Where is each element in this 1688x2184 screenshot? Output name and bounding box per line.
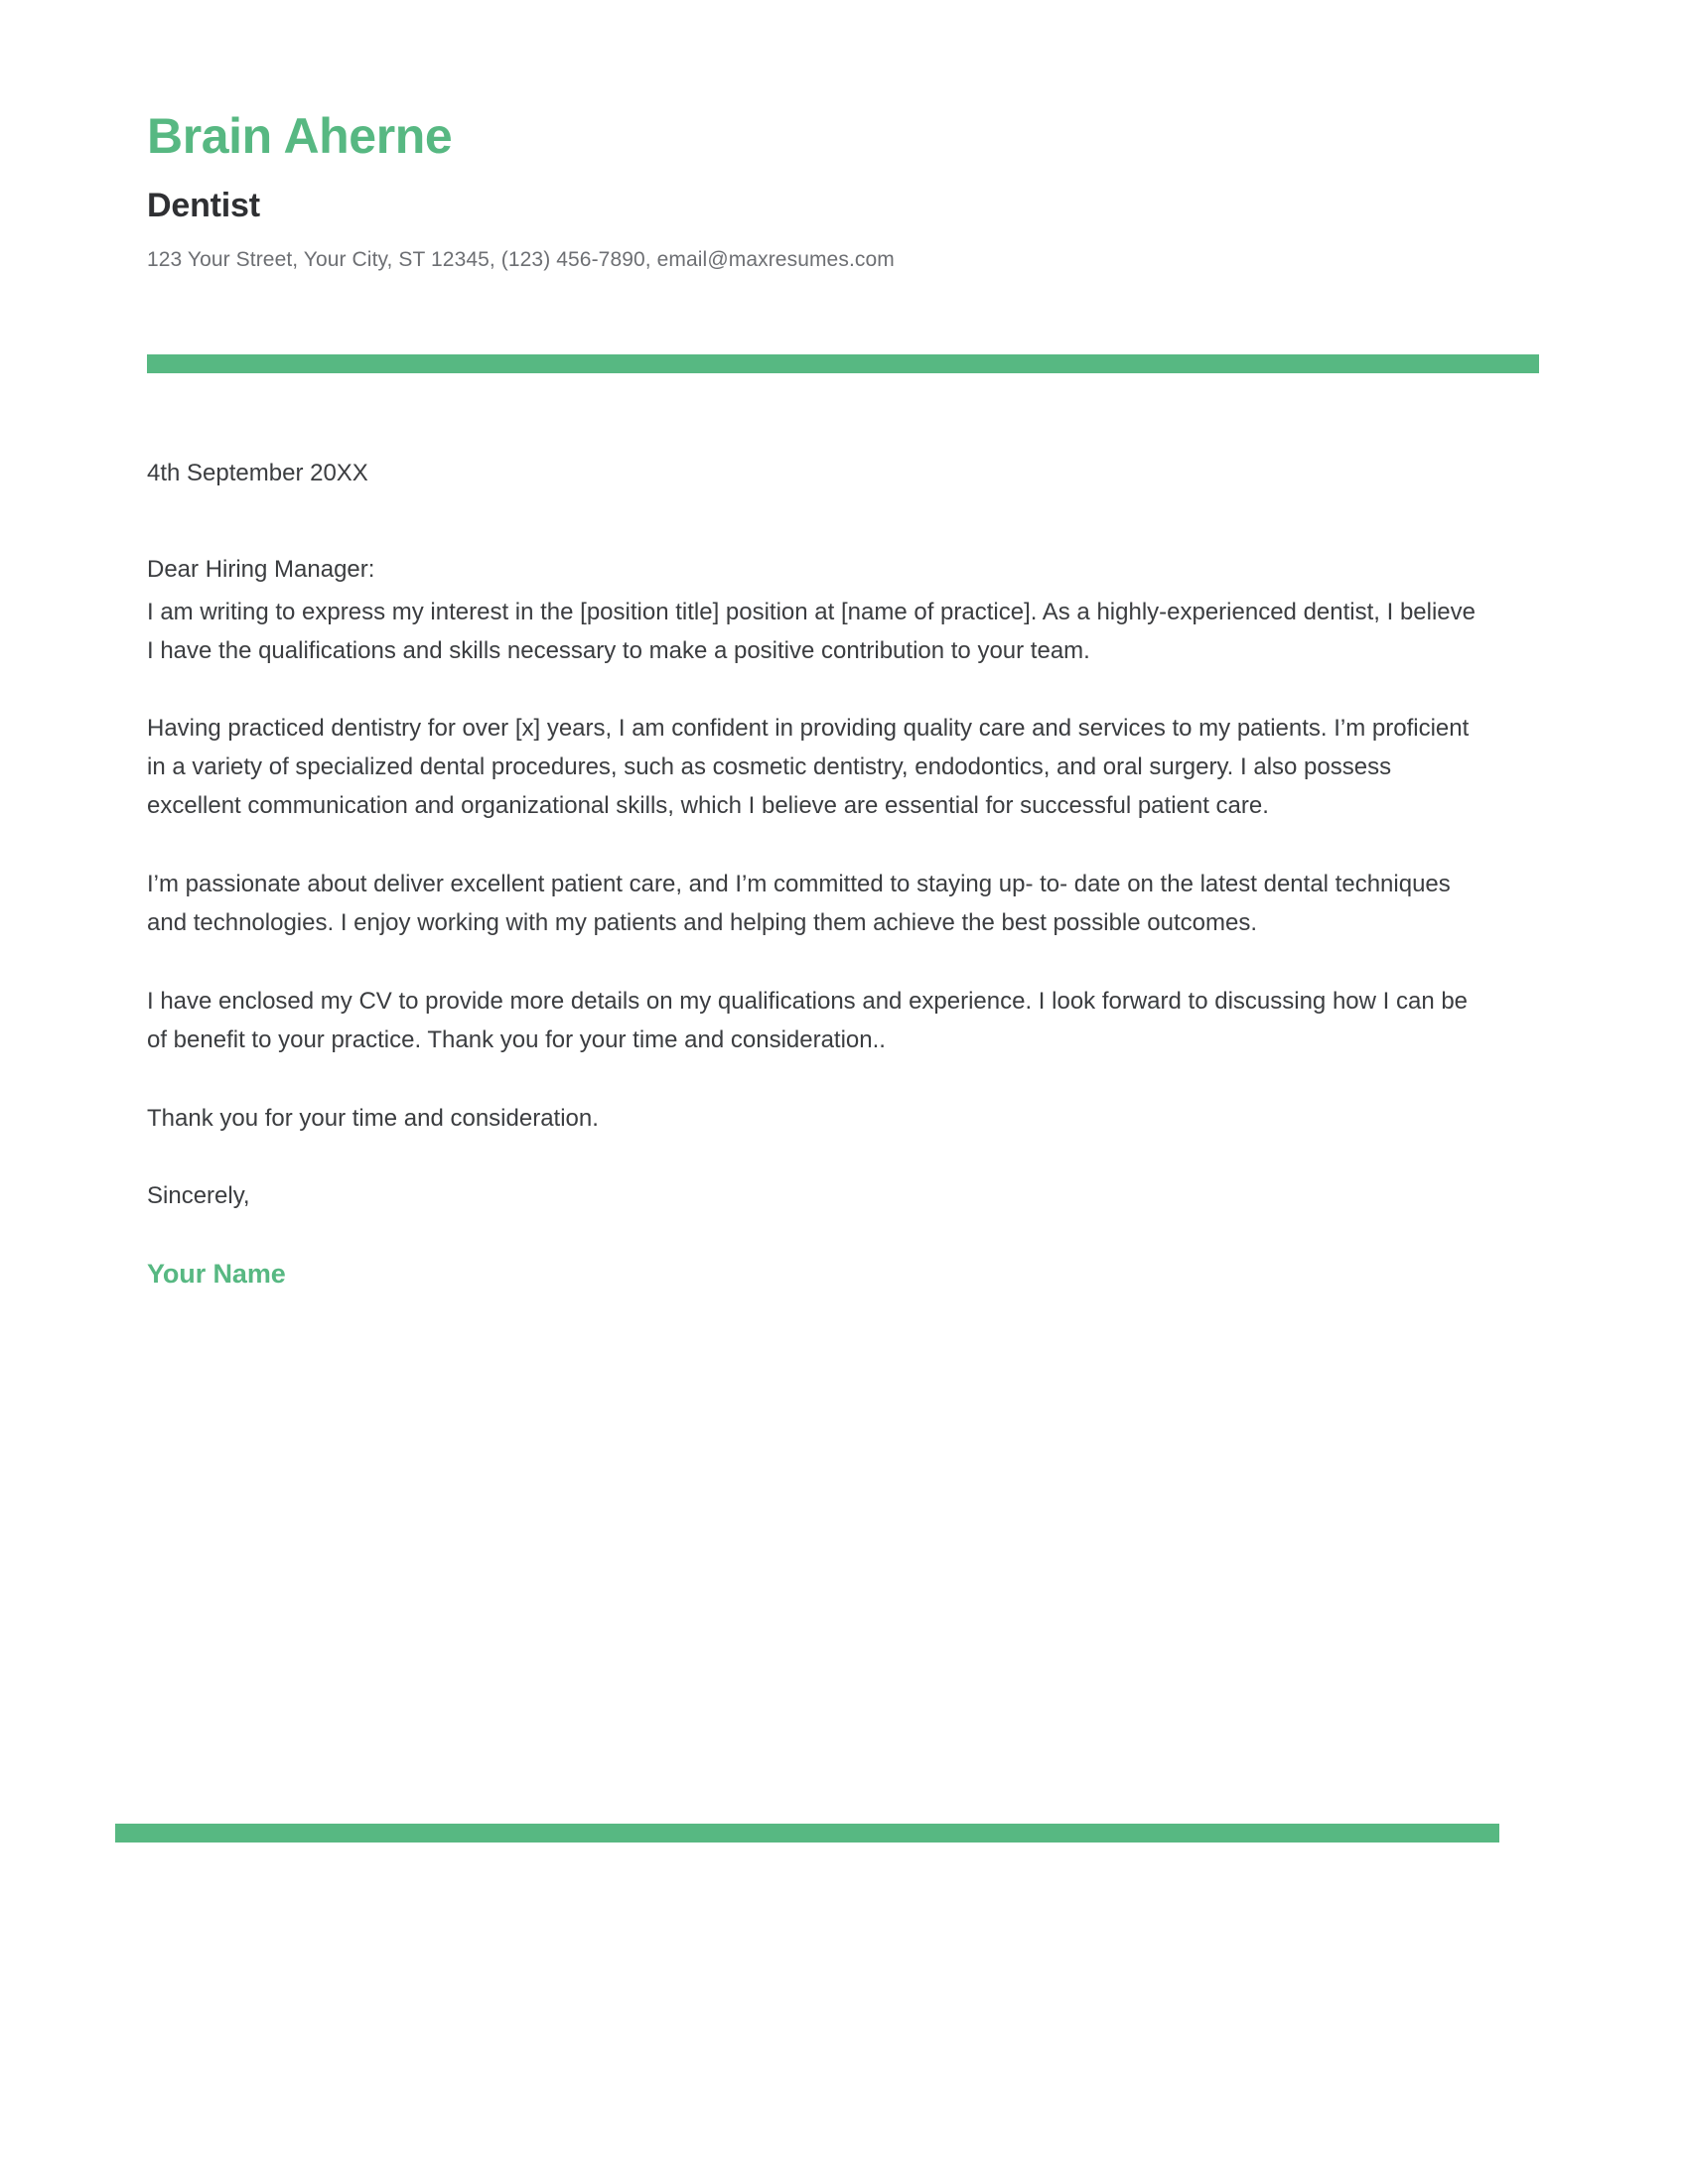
- header-divider-bar: [147, 354, 1539, 373]
- letter-salutation: Dear Hiring Manager:: [147, 555, 375, 583]
- applicant-name: Brain Aherne: [147, 108, 453, 164]
- job-title: Dentist: [147, 187, 260, 224]
- letter-body: [147, 457, 1537, 1294]
- letter-sign-off: Sincerely,: [147, 1182, 250, 1210]
- letter-paragraph-3: I’m passionate about deliver excellent patient care, and I’m committed to staying up- to- date on the latest dental techniques and technologies. I enjoy working with my patients and helping them achieve the best possible outcomes.: [147, 871, 1451, 936]
- letter-date: 4th September 20XX: [147, 460, 368, 486]
- footer-divider-bar: [115, 1824, 1499, 1843]
- letter-signature-name: Your Name: [147, 1259, 286, 1290]
- letter-header: [147, 107, 1557, 274]
- letter-paragraph-1: I am writing to express my interest in the [position title] position at [name of practice]. As a highly-experienced dentist, I believe I have the qualifications and skills necessary to make a positive contribution to your team.: [147, 598, 1476, 664]
- contact-info-line: 123 Your Street, Your City, ST 12345, (123) 456-7890, email@maxresumes.com: [147, 247, 895, 271]
- letter-thanks-line: Thank you for your time and consideration.: [147, 1104, 599, 1132]
- letter-paragraph-4: I have enclosed my CV to provide more details on my qualifications and experience. I look forward to discussing how I can be of benefit to your practice. Thank you for your time and consideration..: [147, 987, 1469, 1053]
- letter-paragraph-2: Having practiced dentistry for over [x] years, I am confident in providing quality care and services to my patients. I’m proficient in a variety of specialized dental procedures, such as cosmetic dentistry, endodontics, and oral surgery. I also possess excellent communication and organizational skills, which I believe are essential for successful patient care.: [147, 715, 1470, 820]
